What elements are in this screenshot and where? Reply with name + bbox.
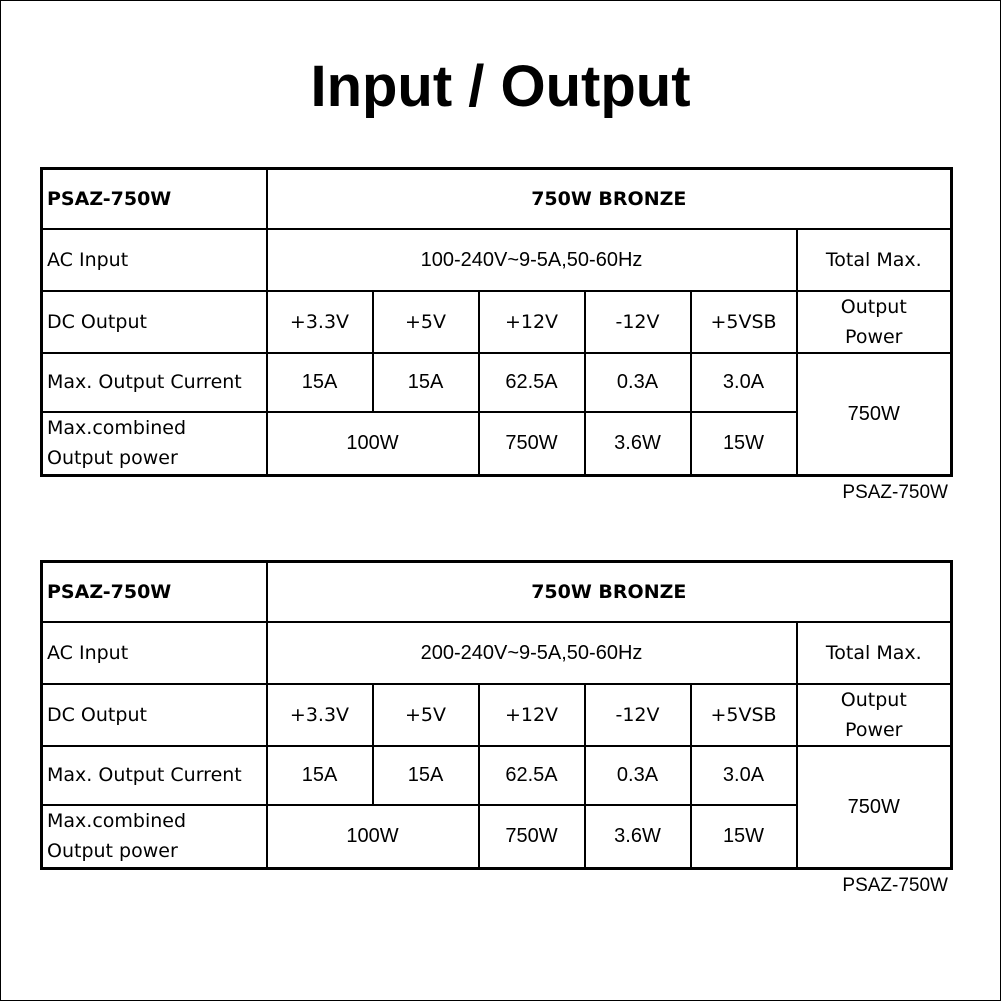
table-row-max-current (42, 746, 952, 805)
spec-table-2 (40, 560, 953, 870)
rail-neg12v: -12V (585, 684, 691, 746)
model-cell: PSAZ-750W (42, 169, 267, 229)
model-cell: PSAZ-750W (42, 562, 267, 622)
output-power-label (797, 684, 952, 746)
combined-neg12v: 3.6W (585, 805, 691, 869)
spec-table-1 (40, 167, 953, 477)
total-max-label: Total Max. (797, 229, 952, 291)
combined-power-label-line-1: Max.combined (47, 810, 187, 833)
dc-output-label: DC Output (42, 291, 267, 353)
current-12v: 62.5A (479, 746, 585, 805)
table-row-dc-output (42, 684, 952, 746)
ac-input-label: AC Input (42, 229, 267, 291)
combined-3v3-5v: 100W (267, 412, 479, 476)
ac-input-label: AC Input (42, 622, 267, 684)
rail-3v3: +3.3V (267, 291, 373, 353)
output-power-label-line-1: Output (840, 295, 907, 318)
current-5vsb: 3.0A (691, 353, 797, 412)
current-3v3: 15A (267, 353, 373, 412)
page-title: Input / Output (310, 54, 691, 119)
output-power-label-line-1: Output (840, 688, 907, 711)
current-3v3: 15A (267, 746, 373, 805)
rail-5v: +5V (373, 291, 479, 353)
model-caption-1: PSAZ-750W (842, 482, 948, 503)
rail-3v3: +3.3V (267, 684, 373, 746)
rail-5vsb: +5VSB (691, 291, 797, 353)
table-row-max-current (42, 353, 952, 412)
total-max-value: 750W (797, 353, 952, 476)
total-max-label: Total Max. (797, 622, 952, 684)
rail-neg12v: -12V (585, 291, 691, 353)
table-row-ac-input (42, 229, 952, 291)
combined-12v: 750W (479, 805, 585, 869)
combined-power-label-line-2: Output power (47, 840, 178, 863)
combined-neg12v: 3.6W (585, 412, 691, 476)
table-row-dc-output (42, 291, 952, 353)
rail-12v: +12V (479, 684, 585, 746)
rail-5vsb: +5VSB (691, 684, 797, 746)
output-power-label-line-2: Power (845, 325, 903, 348)
combined-power-label (42, 805, 267, 869)
output-power-label-line-2: Power (845, 718, 903, 741)
current-neg12v: 0.3A (585, 353, 691, 412)
grade-cell: 750W BRONZE (267, 562, 952, 622)
max-current-label: Max. Output Current (42, 353, 267, 412)
combined-3v3-5v: 100W (267, 805, 479, 869)
rail-5v: +5V (373, 684, 479, 746)
ac-input-value: 100-240V~9-5A,50-60Hz (267, 229, 797, 291)
combined-power-label-line-1: Max.combined (47, 417, 187, 440)
output-power-label (797, 291, 952, 353)
table-row-model (42, 562, 952, 622)
combined-power-label (42, 412, 267, 476)
current-12v: 62.5A (479, 353, 585, 412)
current-5vsb: 3.0A (691, 746, 797, 805)
grade-cell: 750W BRONZE (267, 169, 952, 229)
combined-power-label-line-2: Output power (47, 447, 178, 470)
combined-5vsb: 15W (691, 412, 797, 476)
table-row-model (42, 169, 952, 229)
table-row-ac-input (42, 622, 952, 684)
total-max-value: 750W (797, 746, 952, 869)
rail-12v: +12V (479, 291, 585, 353)
current-5v: 15A (373, 353, 479, 412)
dc-output-label: DC Output (42, 684, 267, 746)
combined-12v: 750W (479, 412, 585, 476)
ac-input-value: 200-240V~9-5A,50-60Hz (267, 622, 797, 684)
current-neg12v: 0.3A (585, 746, 691, 805)
model-caption-2: PSAZ-750W (842, 875, 948, 896)
current-5v: 15A (373, 746, 479, 805)
combined-5vsb: 15W (691, 805, 797, 869)
max-current-label: Max. Output Current (42, 746, 267, 805)
